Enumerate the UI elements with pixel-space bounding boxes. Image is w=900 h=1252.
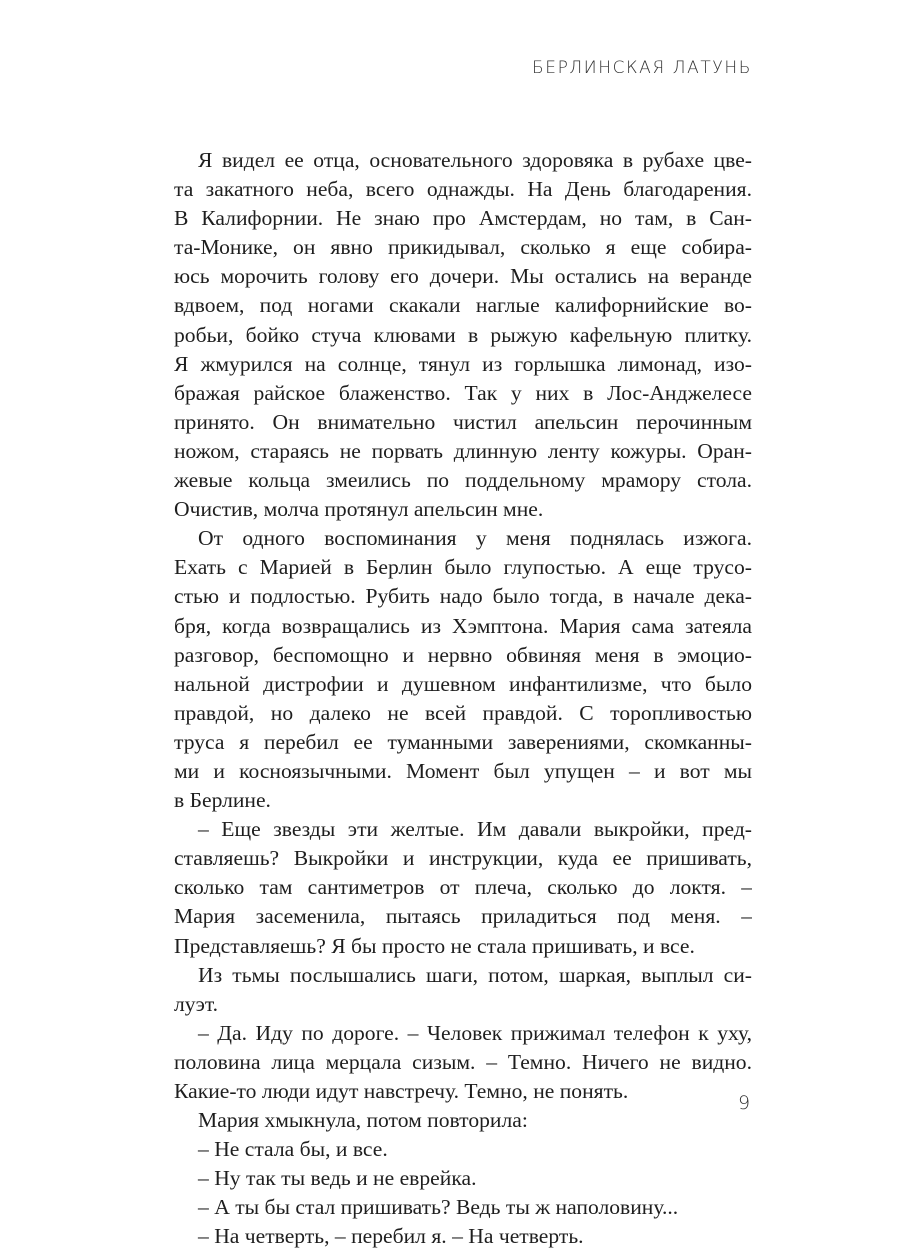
text-line: В Калифорнии. Не знаю про Амстердам, но там, в Сан- [174, 206, 752, 231]
text-line: – Ну так ты ведь и не еврейка. [198, 1166, 477, 1191]
text-line: в Берлине. [174, 788, 271, 813]
text-line: разговор, беспомощно и нервно обвиняя меня в эмоцио- [174, 642, 752, 667]
text-line: – Да. Иду по дороге. – Человек прижимал телефон к уху, [198, 1020, 752, 1045]
text-line: юсь морочить голову его дочери. Мы остались на веранде [174, 264, 752, 289]
text-line: та закатного неба, всего однажды. На День благодарения. [174, 177, 752, 202]
text-line: нальной дистрофии и душевном инфантилизме, что было [174, 671, 752, 696]
text-line: ножом, стараясь не порвать длинную ленту кожуры. Оран- [174, 438, 752, 463]
text-line: Какие-то люди идут навстречу. Темно, не понять. [174, 1079, 629, 1103]
text-line: стью и подлостью. Рубить надо было тогда, в начале дека- [174, 584, 752, 609]
text-line: луэт. [174, 991, 219, 1016]
text-line: ставляешь? Выкройки и инструкции, куда ее пришивать, [174, 846, 752, 871]
text-line: Я жмурился на солнце, тянул из горлышка лимонад, изо- [174, 351, 752, 376]
text-line: Мария засеменила, пытаясь приладиться под меня. – [174, 904, 752, 929]
paragraph [174, 1193, 752, 1222]
paragraph [174, 1019, 752, 1106]
text-line: Из тьмы послышались шаги, потом, шаркая, выплыл си- [198, 962, 752, 987]
text-line: труса я перебил ее туманными заверениями, скомканны- [174, 729, 752, 754]
paragraph [174, 524, 752, 815]
text-line: принято. Он внимательно чистил апельсин перочинным [174, 409, 752, 434]
text-line: половина лица мерцала сизым. – Темно. Ничего не видно. [174, 1049, 752, 1074]
text-line: жевые кольца змеились по поддельному мрамору стола. [174, 468, 752, 493]
text-line: ми и косноязычными. Момент был упущен – и вот мы [174, 758, 752, 783]
paragraph [174, 1106, 752, 1135]
text-line: Ехать с Марией в Берлин было глупостью. А еще трусо- [174, 555, 752, 580]
text-line: Очистив, молча протянул апельсин мне. [174, 497, 544, 522]
text-line: та-Монике, он явно прикидывал, сколько я еще собира- [174, 235, 752, 260]
text-line: бражая райское блаженство. Так у них в Лос-Анджелесе [174, 380, 752, 405]
text-line: Я видел ее отца, основательного здоровяка в рубахе цве- [198, 148, 752, 172]
text-line: От одного воспоминания у меня поднялась изжога. [198, 526, 752, 551]
text-line: – На четверть, – перебил я. – На четверть. [198, 1224, 584, 1249]
text-line: – А ты бы стал пришивать? Ведь ты ж наполовину... [198, 1195, 679, 1220]
text-line: вдвоем, под ногами скакали наглые калифорнийские во- [174, 293, 752, 318]
paragraph [174, 1164, 752, 1193]
page-number: 9 [738, 1092, 751, 1114]
paragraph [174, 1135, 752, 1164]
text-line: Представляешь? Я бы просто не стала пришивать, и все. [174, 933, 695, 958]
paragraph [174, 1222, 752, 1251]
text-line: робьи, бойко стуча клювами в рыжую кафельную плитку. [174, 322, 752, 347]
text-line: – Еще звезды эти желтые. Им давали выкройки, пред- [198, 817, 752, 842]
paragraph [174, 815, 752, 960]
paragraph [174, 146, 752, 524]
running-header: БЕРЛИНСКАЯ ЛАТУНЬ [531, 58, 752, 78]
text-line: Мария хмыкнула, потом повторила: [198, 1108, 528, 1133]
text-line: сколько там сантиметров от плеча, сколько до локтя. – [174, 875, 752, 900]
body-text [174, 146, 752, 1252]
text-line: правдой, но далеко не всей правдой. С торопливостью [174, 700, 752, 725]
text-line: – Не стала бы, и все. [198, 1137, 388, 1162]
paragraph [174, 961, 752, 1019]
text-line: бря, когда возвращались из Хэмптона. Мария сама затеяла [174, 613, 752, 638]
